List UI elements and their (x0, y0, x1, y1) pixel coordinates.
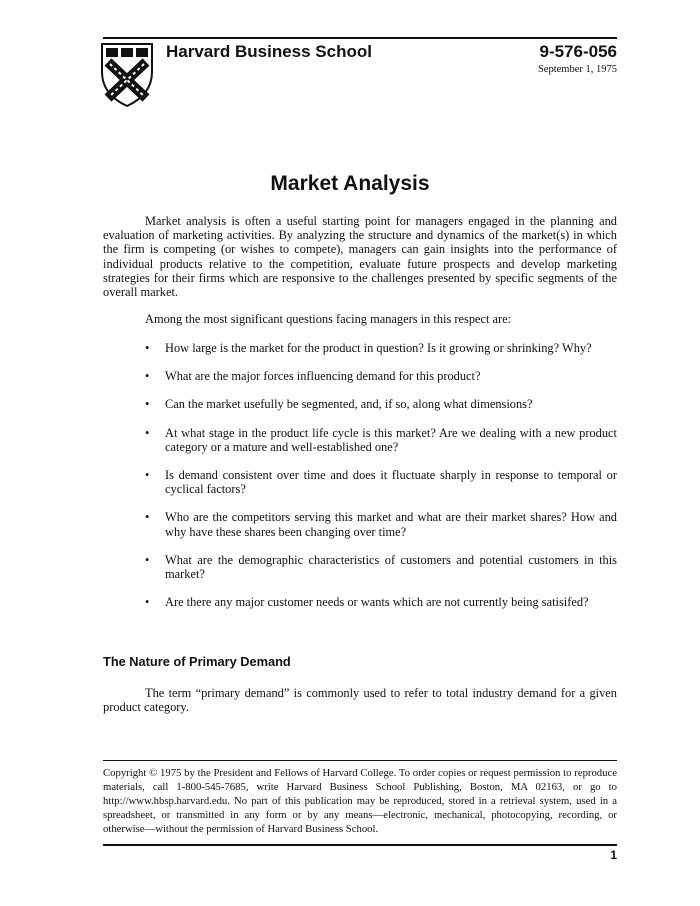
list-item (103, 397, 617, 411)
list-item (103, 369, 617, 383)
section-heading: The Nature of Primary Demand (103, 654, 291, 669)
list-item (103, 595, 617, 609)
questions-intro: Among the most significant questions facing managers in this respect are: (145, 312, 512, 326)
header-rule (103, 37, 617, 39)
question-text: What are the major forces influencing demand for this product? (165, 369, 481, 384)
footer-rule-top (103, 760, 617, 761)
bullet-icon: • (145, 425, 150, 440)
list-item (103, 468, 617, 496)
intro-paragraph: Market analysis is often a useful starting point for managers engaged in the planning and evaluation of marketing activities. By analyzing the structure and dynamics of the market(s) in which the firm is competing (or wishes to compete), managers can gain insights into the performance of individual products relative to the competition, evaluate future prospects and develop marketing strategies for their firms which are responsive to the challenges presented by specific segments of the overall market. (103, 214, 617, 300)
question-text: How large is the market for the product in question? Is it growing or shrinking? Why? (165, 341, 592, 355)
question-text: Are there any major customer needs or wants which are not currently being satisifed? (165, 595, 589, 610)
question-text: At what stage in the product life cycle is this market? Are we dealing with a new product category or a mature and well-established one? (165, 425, 617, 454)
section-paragraph: The term “primary demand” is commonly used to refer to total industry demand for a given product category. (103, 686, 617, 715)
list-item (103, 510, 617, 538)
question-text: Is demand consistent over time and does it fluctuate sharply in response to temporal or cyclical factors? (165, 468, 617, 497)
list-item (103, 426, 617, 454)
bullet-icon: • (145, 397, 150, 412)
school-name: Harvard Business School (166, 42, 372, 61)
page-number: 1 (610, 848, 617, 862)
document-date: September 1, 1975 (537, 64, 617, 75)
copyright-notice: Copyright © 1975 by the President and Fellows of Harvard College. To order copies or request permission to reproduce materials, call 1-800-545-7685, write Harvard Business School Publishing, Boston, MA 02163, or go to http://www.hbsp.harvard.edu. No part of this publication may be reproduced, stored in a retrieval system, used in a spreadsheet, or transmitted in any form or by any means—electronic, mechanical, photocopying, recording, or otherwise—without the permission of Harvard Business School. (103, 767, 617, 835)
bullet-icon: • (145, 552, 150, 567)
document-title: Market Analysis (270, 172, 430, 195)
bullet-icon: • (145, 341, 150, 355)
bullet-icon: • (145, 510, 150, 525)
question-text: Who are the competitors serving this market and what are their market shares? How and why have these shares been changing over time? (165, 510, 617, 539)
bullet-icon: • (145, 369, 150, 384)
harvard-shield-logo (100, 42, 154, 108)
list-item (103, 553, 617, 581)
questions-list (103, 341, 617, 623)
footer-rule-bottom (103, 844, 617, 846)
document-number: 9-576-056 (539, 42, 617, 61)
bullet-icon: • (145, 468, 150, 483)
question-text: Can the market usefully be segmented, and, if so, along what dimensions? (165, 397, 533, 412)
list-item (103, 341, 617, 355)
question-text: What are the demographic characteristics of customers and potential customers in this market? (165, 552, 617, 582)
bullet-icon: • (145, 595, 150, 610)
